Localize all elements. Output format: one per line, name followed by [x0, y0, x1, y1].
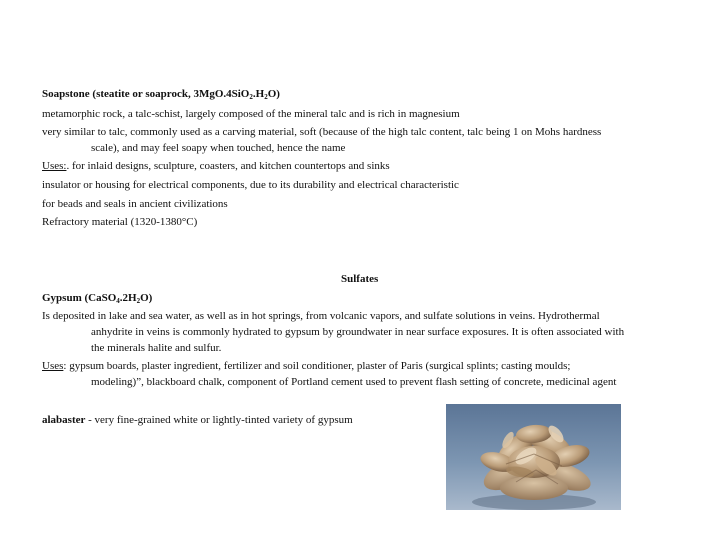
- alabaster-definition: [42, 412, 353, 429]
- soapstone-line-2-continued: scale), and may feel soapy when touched, hence the name: [91, 142, 346, 154]
- alabaster-text: - very fine-grained white or lightly-tinted variety of gypsum: [85, 414, 353, 426]
- soapstone-line-5: for beads and seals in ancient civilizations: [42, 198, 228, 210]
- soapstone-line-4: insulator or housing for electrical components, due to its durability and electrical characteristic: [42, 179, 459, 191]
- soapstone-line-6: Refractory material (1320-1380°C): [42, 216, 198, 228]
- alabaster-term: alabaster: [42, 414, 86, 426]
- soapstone-uses: [42, 158, 390, 175]
- gypsum-uses: [42, 358, 570, 375]
- gypsum-uses-label: Uses: [42, 360, 64, 372]
- gypsum-description-2: anhydrite in veins is commonly hydrated to gypsum by groundwater in near surface exposures. It is often associated with: [91, 326, 625, 338]
- soapstone-uses-text: . for inlaid designs, sculpture, coasters, and kitchen countertops and sinks: [66, 160, 390, 172]
- soapstone-title: Soapstone (steatite or soaprock, $3MgO.4SiO_2.H_2O$): [42, 88, 280, 101]
- soapstone-line-2: very similar to talc, commonly used as a carving material, soft (because of the high talc content, talc being 1 on Mohs hardness: [42, 126, 602, 138]
- gypsum-title: Gypsum $(CaSO_4.2H_2O)$: [42, 292, 153, 305]
- gypsum-description-1: Is deposited in lake and sea water, as well as in hot springs, from volcanic vapors, and sulfate solutions in veins. Hydrothermal: [42, 310, 600, 322]
- gypsum-description-3: the minerals halite and sulfur.: [91, 342, 222, 354]
- gypsum-uses-text: : gypsum boards, plaster ingredient, fertilizer and soil conditioner, plaster of Paris (surgical splints; casting moulds;: [63, 360, 571, 372]
- soapstone-line-1: metamorphic rock, a talc-schist, largely composed of the mineral talc and is rich in magnesium: [42, 108, 460, 120]
- soapstone-uses-label: Uses:: [42, 160, 67, 172]
- gypsum-uses-continued: modeling)”, blackboard chalk, component of Portland cement used to prevent flash setting of concrete, medicinal agent: [91, 376, 617, 388]
- gypsum-crystal-photo: [446, 404, 621, 510]
- sulfates-heading: Sulfates: [341, 273, 379, 285]
